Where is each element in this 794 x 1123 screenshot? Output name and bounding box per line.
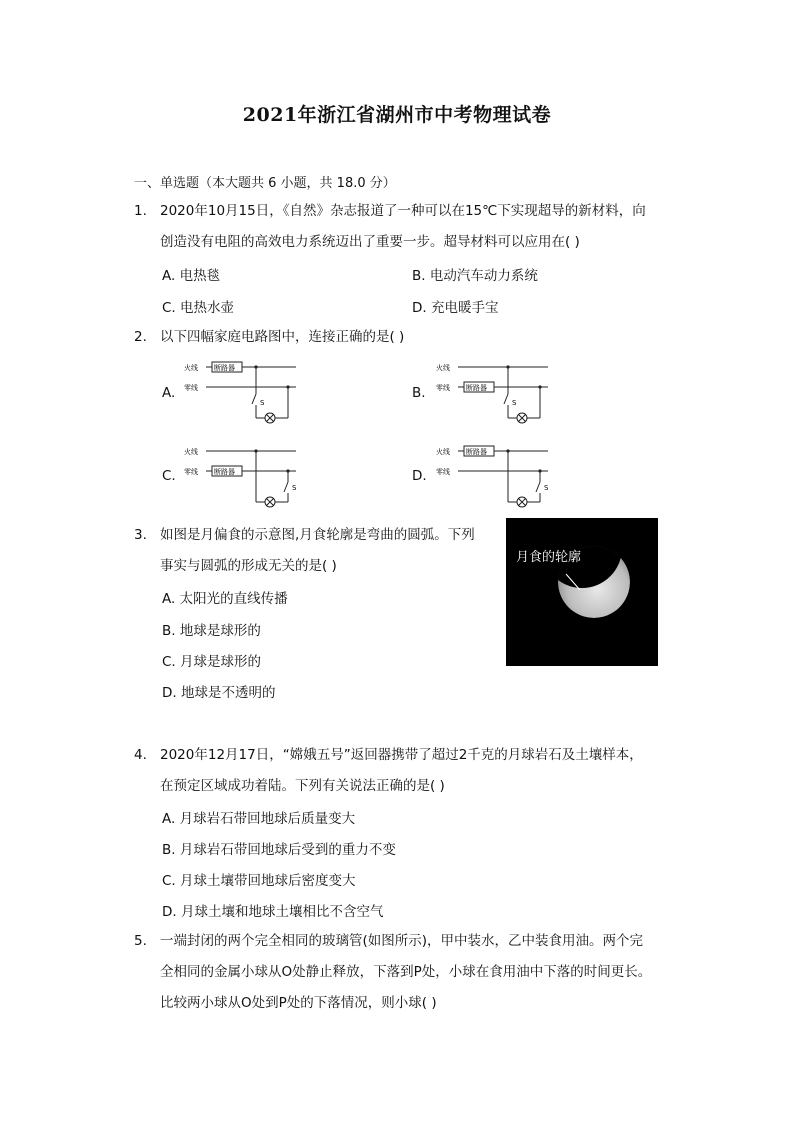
option-d: D. 充电暖手宝 (412, 300, 499, 316)
option-a: A. 电热毯 (162, 268, 221, 284)
option-b: B. (412, 385, 426, 401)
option-d: D. 地球是不透明的 (162, 685, 276, 701)
circuit-diagram-b (436, 358, 556, 428)
switch-label: S (512, 399, 517, 407)
question-text-line: 在预定区域成功着陆。下列有关说法正确的是( ) (160, 778, 445, 794)
switch-icon (504, 394, 508, 404)
option-c: C. 月球土壤带回地球后密度变大 (162, 873, 356, 889)
section-heading: 一、单选题（本大题共 6 小题，共 18.0 分） (134, 176, 396, 191)
neutral-wire-label: 零线 (436, 384, 450, 392)
question-text-line: 全相同的金属小球从O处静止释放，下落到P处，小球在食用油中下落的时间更长。 (160, 964, 652, 980)
neutral-wire-label: 零线 (436, 468, 450, 476)
live-wire-label: 火线 (436, 448, 450, 456)
breaker-label: 断路器 (466, 384, 487, 392)
option-b: B. 月球岩石带回地球后受到的重力不变 (162, 842, 396, 858)
live-wire-label: 火线 (436, 364, 450, 372)
neutral-wire-label: 零线 (184, 384, 198, 392)
question-number: 4. (134, 747, 147, 763)
lunar-eclipse-image (506, 518, 658, 666)
circuit-diagram-c (184, 442, 304, 512)
breaker-label: 断路器 (214, 468, 235, 476)
switch-label: S (544, 484, 549, 492)
option-a: A. 月球岩石带回地球后质量变大 (162, 811, 356, 827)
switch-label: S (292, 484, 297, 492)
option-c: C. 电热水壶 (162, 300, 235, 316)
switch-icon (284, 482, 288, 492)
switch-icon (252, 394, 256, 404)
neutral-wire-label: 零线 (184, 468, 198, 476)
question-number: 1. (134, 203, 147, 219)
option-c: C. (162, 468, 176, 484)
breaker-label: 断路器 (214, 364, 235, 372)
question-text-line: 创造没有电阻的高效电力系统迈出了重要一步。超导材料可以应用在( ) (160, 234, 580, 250)
option-b: B. 电动汽车动力系统 (412, 268, 538, 284)
question-text-line: 一端封闭的两个完全相同的玻璃管(如图所示)，甲中装水，乙中装食用油。两个完 (160, 933, 644, 949)
question-text-line: 以下四幅家庭电路图中，连接正确的是( ) (160, 329, 405, 345)
question-text-line: 比较两小球从O处到P处的下落情况，则小球( ) (160, 995, 437, 1011)
question-text-line: 2020年12月17日，“嫦娥五号”返回器携带了超过2千克的月球岩石及土壤样本， (160, 747, 643, 763)
option-a: A. 太阳光的直线传播 (162, 591, 288, 607)
option-a: A. (162, 385, 176, 401)
switch-icon (536, 482, 540, 492)
question-number: 2. (134, 329, 147, 345)
question-text-line: 事实与圆弧的形成无关的是( ) (160, 558, 337, 574)
moon-icon (542, 518, 630, 618)
question-number: 5. (134, 933, 147, 949)
question-text-line: 2020年10月15日，《自然》杂志报道了一种可以在15℃下实现超导的新材料，向 (160, 203, 646, 219)
circuit-diagram-d (436, 442, 556, 512)
switch-label: S (260, 399, 265, 407)
question-text-line: 如图是月偏食的示意图,月食轮廓是弯曲的圆弧。下列 (160, 527, 475, 543)
live-wire-label: 火线 (184, 364, 198, 372)
option-d: D. 月球土壤和地球土壤相比不含空气 (162, 904, 384, 920)
option-c: C. 月球是球形的 (162, 654, 262, 670)
image-label: 月食的轮廓 (516, 550, 582, 565)
page-title: 2021年浙江省湖州市中考物理试卷 (242, 104, 552, 126)
question-number: 3. (134, 527, 147, 543)
option-b: B. 地球是球形的 (162, 623, 261, 639)
live-wire-label: 火线 (184, 448, 198, 456)
circuit-diagram-a (184, 358, 304, 428)
option-d: D. (412, 468, 427, 484)
breaker-label: 断路器 (466, 448, 487, 456)
